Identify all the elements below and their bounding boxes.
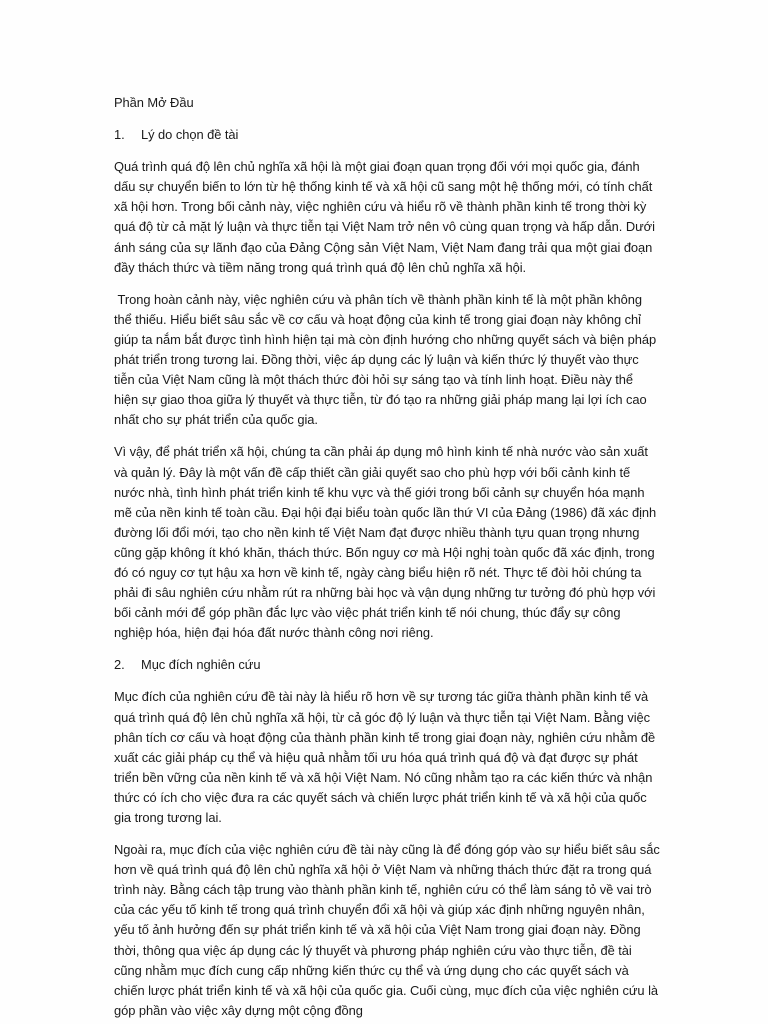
document-body — [114, 93, 660, 1033]
section-title-text: Lý do chọn đề tài — [141, 127, 239, 143]
paragraph: Trong hoàn cảnh này, việc nghiên cứu và phân tích về thành phần kinh tế là một phần không thể thiếu. Hiểu biết sâu sắc về cơ cấu và hoạt động của kinh tế trong giai đoạn này không chỉ giúp ta nắm bắt được tình hình hiện tại mà còn định hướng cho những quyết sách và biện pháp phát triển trong tương lai. Đồng thời, việc áp dụng các lý luận và kiến thức lý thuyết vào thực tiễn của Việt Nam cũng là một thách thức đòi hỏi sự sáng tạo và tính linh hoạt. Điều này thể hiện sự giao thoa giữa lý thuyết và thực tiễn, từ đó tạo ra những giải pháp mang lại lợi ích cao nhất cho sự phát triển của quốc gia. — [114, 291, 660, 428]
section-number: 1. — [114, 127, 125, 143]
paragraph: Mục đích của nghiên cứu đề tài này là hiểu rõ hơn về sự tương tác giữa thành phần kinh tế và quá trình quá độ lên chủ nghĩa xã hội, từ cả góc độ lý luận và thực tiễn tại Việt Nam. Bằng việc phân tích cơ cấu và hoạt động của thành phần kinh tế trong giai đoạn này, nghiên cứu nhằm đề xuất các giải pháp cụ thể và hiệu quả nhằm tối ưu hóa quá trình quá độ và đạt được sự phát triển bền vững của nền kinh tế và xã hội Việt Nam. Nó cũng nhằm tạo ra các kiến thức và nhận thức có ích cho việc đưa ra các quyết sách và chiến lược phát triển kinh tế và xã hội của quốc gia trong tương lai. — [114, 689, 656, 825]
section-title-1 — [114, 125, 660, 145]
section-number: 2. — [114, 657, 125, 673]
section-title-2 — [114, 655, 660, 675]
section-title-text: Mục đích nghiên cứu — [141, 657, 261, 673]
paragraph: Vì vậy, để phát triển xã hội, chúng ta cần phải áp dụng mô hình kinh tế nhà nước vào sản xuất và quản lý. Đây là một vấn đề cấp thiết cần giải quyết sao cho phù hợp với bối cảnh kinh tế nước nhà, tình hình phát triển kinh tế khu vực và thế giới trong bối cảnh sự chuyển hóa mạnh mẽ của nền kinh tế toàn cầu. Đại hội đại biểu toàn quốc lần thứ VI của Đảng (1986) đã xác định đường lối đổi mới, tạo cho nền kinh tế Việt Nam đạt được nhiều thành tựu quan trọng nhưng cũng gặp không ít khó khăn, thách thức. Bốn nguy cơ mà Hội nghị toàn quốc đã xác định, trong đó có nguy cơ tụt hậu xa hơn về kinh tế, ngày càng biểu hiện rõ nét. Thực tế đòi hỏi chúng ta phải đi sâu nghiên cứu nhằm rút ra những bài học và vận dụng những tư tưởng đó phù hợp với bối cảnh mới để góp phần đắc lực vào việc phát triển kinh tế nói chung, thúc đẩy sự công nghiệp hóa, hiện đại hóa đất nước thành công nơi riêng. — [114, 444, 657, 641]
paragraph: Ngoài ra, mục đích của việc nghiên cứu đề tài này cũng là để đóng góp vào sự hiểu biết sâu sắc hơn về quá trình quá độ lên chủ nghĩa xã hội ở Việt Nam và những thách thức đặt ra trong quá trình này. Bằng cách tập trung vào thành phần kinh tế, nghiên cứu có thể làm sáng tỏ về vai trò của các yếu tố kinh tế trong quá trình chuyển đổi xã hội và giúp xác định những nguyên nhân, yếu tố ảnh hưởng đến sự phát triển kinh tế và xã hội của Việt Nam trong giai đoạn này. Đồng thời, thông qua việc áp dụng các lý thuyết và phương pháp nghiên cứu vào thực tiễn, đề tài cũng nhằm mục đích cung cấp những kiến thức cụ thể và ứng dụng cho các quyết sách và chiến lược phát triển kinh tế và xã hội của quốc gia. Cuối cùng, mục đích của việc nghiên cứu là góp phần vào việc xây dựng một cộng đồng — [114, 842, 660, 1018]
paragraph: Quá trình quá độ lên chủ nghĩa xã hội là một giai đoạn quan trọng đối với mọi quốc gia, đánh dấu sự chuyển biến to lớn từ hệ thống kinh tế và xã hội cũ sang một hệ thống mới, có tính chất xã hội hơn. Trong bối cảnh này, việc nghiên cứu và hiểu rõ về thành phần kinh tế trong thời kỳ quá độ từ cả mặt lý luận và thực tiễn tại Việt Nam trở nên vô cùng quan trọng và hấp dẫn. Dưới ánh sáng của sự lãnh đạo của Đảng Cộng sản Việt Nam, Việt Nam đang trải qua một giai đoạn đầy thách thức và tiềm năng trong quá trình quá độ lên chủ nghĩa xã hội. — [114, 159, 655, 275]
document-heading: Phần Mở Đầu — [114, 95, 194, 110]
